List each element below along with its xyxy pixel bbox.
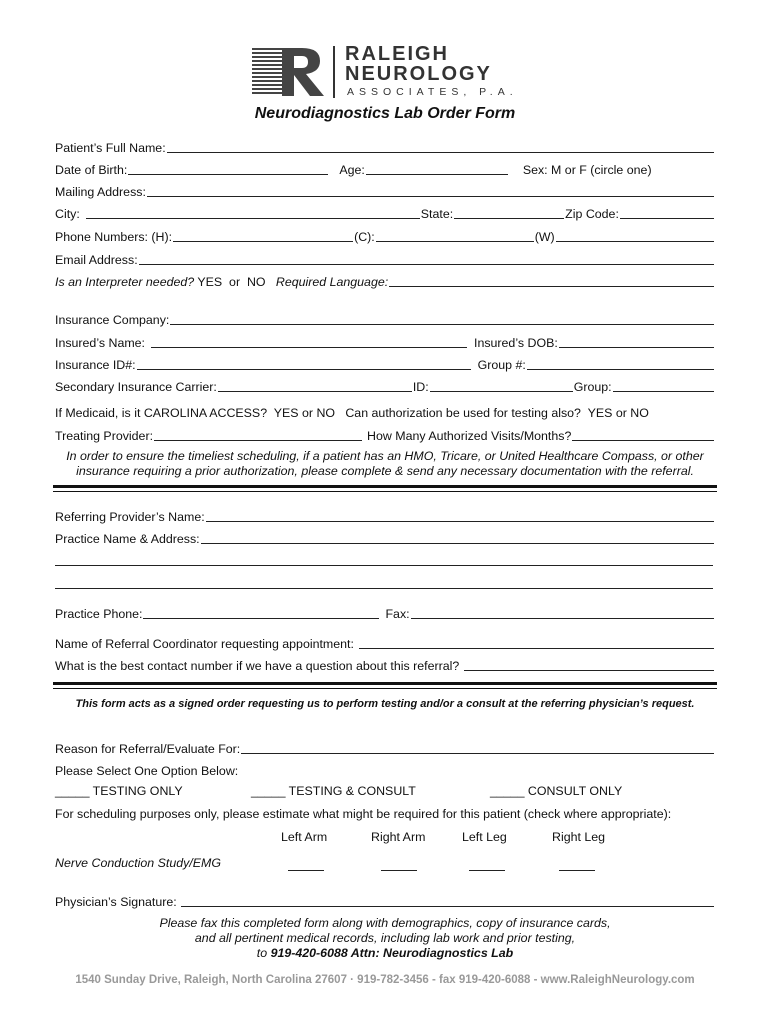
group-field[interactable] <box>527 369 714 370</box>
section-divider <box>53 485 717 488</box>
secondary-group-label: Group: <box>573 380 612 394</box>
section-divider-2-thin <box>53 688 717 689</box>
phone-cell-field[interactable] <box>376 241 534 242</box>
email-label: Email Address: <box>55 253 138 267</box>
col-left-leg: Left Leg <box>462 830 507 844</box>
col-right-arm: Right Arm <box>371 830 426 844</box>
insurance-id-label: Insurance ID#: <box>55 358 136 372</box>
patient-name-label: Patient’s Full Name: <box>55 141 166 155</box>
insured-row <box>55 334 715 350</box>
phone-home-field[interactable] <box>173 241 353 242</box>
group-label: Group #: <box>477 358 526 372</box>
signature-row <box>55 893 715 909</box>
language-label: Required Language: <box>275 275 389 289</box>
practice-phone-row <box>55 605 715 621</box>
city-row <box>55 205 715 221</box>
referring-provider-row <box>55 508 715 524</box>
fax-field[interactable] <box>411 618 714 619</box>
state-field[interactable] <box>454 218 564 219</box>
mailing-label: Mailing Address: <box>55 185 146 199</box>
email-row <box>55 251 715 267</box>
insured-name-field[interactable] <box>151 347 467 348</box>
col-left-arm: Left Arm <box>281 830 328 844</box>
visits-label: How Many Authorized Visits/Months? <box>367 429 572 443</box>
patient-name-field[interactable] <box>167 152 714 153</box>
select-option-label: Please Select One Option Below: <box>55 764 239 778</box>
insured-dob-label: Insured’s DOB: <box>474 336 558 350</box>
col-right-leg: Right Leg <box>552 830 606 844</box>
contact-label: What is the best contact number if we have a question about this referral? <box>55 659 460 673</box>
phone-home-label: Phone Numbers: (H): <box>55 230 173 244</box>
insurance-id-row <box>55 356 715 372</box>
dob-field[interactable] <box>128 174 328 175</box>
fax-instructions-line1: Please fax this completed form along with demographics, copy of insurance cards, <box>159 916 611 930</box>
fax-number-attn: 919-420-6088 Attn: Neurodiagnostics Lab <box>270 946 514 960</box>
signed-order-statement: This form acts as a signed order requesting us to perform testing and/or a consult at the referring physician’s request. <box>75 698 695 710</box>
phone-cell-label: (C): <box>354 230 375 244</box>
insurance-company-field[interactable] <box>170 324 714 325</box>
interpreter-options[interactable]: YES or NO <box>194 275 276 289</box>
email-field[interactable] <box>139 264 714 265</box>
phone-work-label: (W) <box>534 230 555 244</box>
practice-logo-mark <box>252 48 324 96</box>
coordinator-label: Name of Referral Coordinator requesting appointment: <box>55 637 354 651</box>
visits-field[interactable] <box>572 440 714 441</box>
dob-row <box>55 161 715 177</box>
insurance-id-field[interactable] <box>137 369 471 370</box>
reason-row <box>55 740 715 756</box>
estimate-instruction: For scheduling purposes only, please estimate what might be required for this patient (check where appropriate): <box>55 807 672 821</box>
treating-label: Treating Provider: <box>55 429 154 443</box>
interpreter-label: Is an Interpreter needed? <box>55 275 195 289</box>
mailing-row <box>55 183 715 199</box>
sex-label[interactable]: Sex: M or F (circle one) <box>522 163 652 177</box>
insurance-company-label: Insurance Company: <box>55 313 170 327</box>
secondary-label: Secondary Insurance Carrier: <box>55 380 217 394</box>
fax-instructions-to: to <box>256 946 271 960</box>
medicaid-row <box>55 404 715 420</box>
secondary-id-field[interactable] <box>430 391 573 392</box>
state-label: State: <box>420 207 454 221</box>
authorization-note-line2: insurance requiring a prior authorization, please complete & send any necessary documentation with the referral. <box>76 464 694 478</box>
referring-provider-field[interactable] <box>206 521 714 522</box>
referring-provider-label: Referring Provider’s Name: <box>55 510 205 524</box>
option-consult-only[interactable]: _____ CONSULT ONLY <box>490 784 623 798</box>
logo-divider <box>333 46 335 98</box>
insured-name-label: Insured’s Name: <box>55 336 145 350</box>
coordinator-row <box>55 635 715 651</box>
city-label: City: <box>55 207 80 221</box>
treating-field[interactable] <box>154 440 362 441</box>
practice-phone-label: Practice Phone: <box>55 607 143 621</box>
phone-work-field[interactable] <box>556 241 714 242</box>
fax-instructions-line3 <box>0 946 770 961</box>
authorization-note-line1: In order to ensure the timeliest scheduling, if a patient has an HMO, Tricare, or United Healthcare Compass, or other <box>66 449 704 463</box>
secondary-id-label: ID: <box>412 380 429 394</box>
ncs-left-arm-check[interactable] <box>288 858 324 871</box>
section-divider-thin <box>53 491 717 492</box>
form-title: Neurodiagnostics Lab Order Form <box>254 105 516 122</box>
interpreter-row <box>55 273 715 289</box>
fax-label: Fax: <box>385 607 410 621</box>
select-option-row <box>55 762 715 778</box>
footer-address: 1540 Sunday Drive, Raleigh, North Carolina 27607 · 919-782-3456 - fax 919-420-6088 - www.RaleighNeurology.com <box>75 974 695 986</box>
language-field[interactable] <box>389 286 714 287</box>
phone-row <box>55 228 715 244</box>
signature-field[interactable] <box>181 906 714 907</box>
coordinator-field[interactable] <box>359 648 714 649</box>
city-field[interactable] <box>86 218 420 219</box>
reason-label: Reason for Referral/Evaluate For: <box>55 742 241 756</box>
age-field[interactable] <box>366 174 508 175</box>
insurance-company-row <box>55 311 715 327</box>
contact-row <box>55 657 715 673</box>
secondary-group-field[interactable] <box>613 391 714 392</box>
option-testing-only[interactable]: _____ TESTING ONLY <box>55 784 183 798</box>
contact-field[interactable] <box>464 670 714 671</box>
section-divider-2 <box>53 682 717 685</box>
mailing-field[interactable] <box>147 196 714 197</box>
fax-instructions-line2: and all pertinent medical records, including lab work and prior testing, <box>194 931 576 945</box>
practice-phone-field[interactable] <box>143 618 379 619</box>
practice-address-line-2[interactable] <box>55 565 713 566</box>
secondary-field[interactable] <box>218 391 412 392</box>
signature-label: Physician’s Signature: <box>55 895 177 909</box>
fax-instructions <box>0 916 770 961</box>
practice-field[interactable] <box>201 543 714 544</box>
secondary-row <box>55 378 715 394</box>
reason-field[interactable] <box>241 753 714 754</box>
zip-label: Zip Code: <box>565 207 619 221</box>
practice-label: Practice Name & Address: <box>55 532 200 546</box>
patient-name-row <box>55 139 715 155</box>
ncs-right-leg-check[interactable] <box>559 858 595 871</box>
zip-field[interactable] <box>620 218 714 219</box>
practice-row <box>55 530 715 546</box>
authorization-note <box>40 449 730 479</box>
dob-label: Date of Birth: <box>55 163 128 177</box>
ncs-emg-label: Nerve Conduction Study/EMG <box>55 856 221 870</box>
logo-text-line3: ASSOCIATES, P.A. <box>347 86 518 98</box>
treating-row <box>55 427 715 443</box>
option-testing-consult[interactable]: _____ TESTING & CONSULT <box>251 784 416 798</box>
medicaid-question[interactable]: If Medicaid, is it CAROLINA ACCESS? YES or NO Can authorization be used for testing also? YES or NO <box>55 406 649 420</box>
logo-text-line1: RALEIGH <box>345 43 449 65</box>
ncs-left-leg-check[interactable] <box>469 858 505 871</box>
practice-address-line-3[interactable] <box>55 588 713 589</box>
insured-dob-field[interactable] <box>559 347 714 348</box>
ncs-right-arm-check[interactable] <box>381 858 417 871</box>
age-label: Age: <box>339 163 365 177</box>
logo-text-line2: NEUROLOGY <box>345 63 492 85</box>
